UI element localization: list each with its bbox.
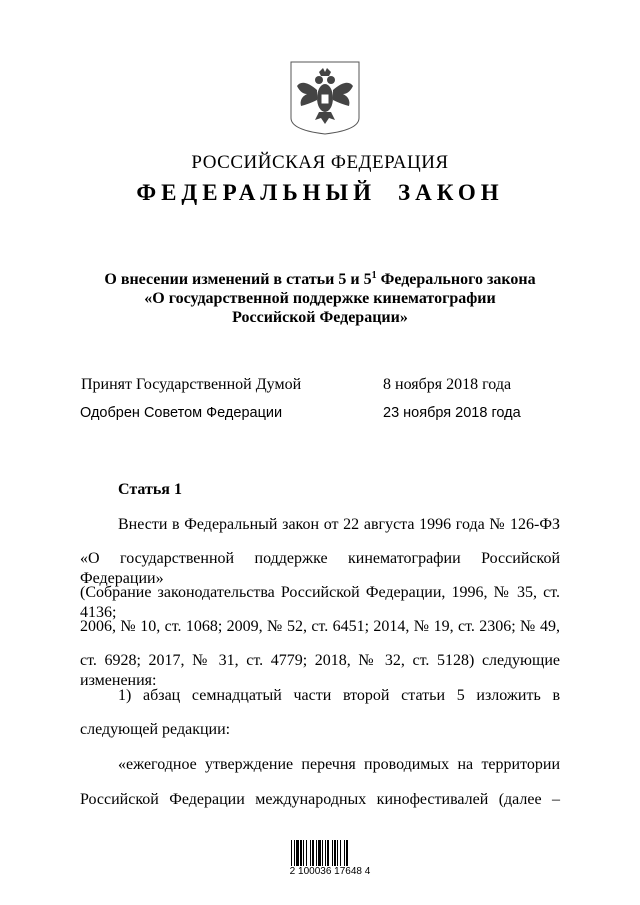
article-line: 2006, № 10, ст. 1068; 2009, № 52, ст. 6451; 2014, № 19, ст. 2306; № 49, xyxy=(80,618,560,635)
article-line: «ежегодное утверждение перечня проводимых на территории xyxy=(118,756,560,773)
russian-coat-of-arms-emblem xyxy=(289,60,361,135)
article-line: ст. 6928; 2017, № 31, ст. 4779; 2018, № 32, ст. 5128) следующие изменения: xyxy=(80,652,560,689)
document-type-word-1: ФЕДЕРАЛЬНЫЙ xyxy=(136,180,377,205)
country-name: РОССИЙСКАЯ ФЕДЕРАЦИЯ xyxy=(191,152,449,173)
article-line: «О государственной поддержке кинематографии Российской Федерации» xyxy=(80,550,560,587)
council-approval-date: 23 ноября 2018 года xyxy=(383,405,521,421)
duma-adoption-date: 8 ноября 2018 года xyxy=(383,376,512,393)
barcode-number: 2 100036 17648 4 xyxy=(289,866,371,877)
council-approval-label: Одобрен Советом Федерации xyxy=(80,405,283,421)
barcode xyxy=(291,840,363,866)
law-title xyxy=(0,270,640,327)
article-line: 1) абзац семнадцатый части второй статьи 5 изложить в xyxy=(118,687,560,704)
article-heading: Статья 1 xyxy=(118,481,182,498)
title-superscript: 1 xyxy=(371,270,377,281)
document-type-heading xyxy=(0,180,640,206)
article-line: Российской Федерации международных кинофестивалей (далее – xyxy=(80,791,560,808)
article-line: Внести в Федеральный закон от 22 августа 1996 года № 126-ФЗ xyxy=(118,516,560,533)
law-title-line-2: «О государственной поддержке кинематографии xyxy=(144,290,496,307)
law-title-line-3: Российской Федерации» xyxy=(232,309,408,326)
law-title-line-1: О внесении изменений в статьи 5 и $5^1$ Федерального закона xyxy=(104,270,536,288)
article-line: (Собрание законодательства Российской Федерации, 1996, № 35, ст. 4136; xyxy=(80,584,560,621)
document-type-word-2: ЗАКОН xyxy=(398,180,504,205)
article-line: следующей редакции: xyxy=(80,721,231,738)
duma-adoption-label: Принят Государственной Думой xyxy=(81,376,302,393)
